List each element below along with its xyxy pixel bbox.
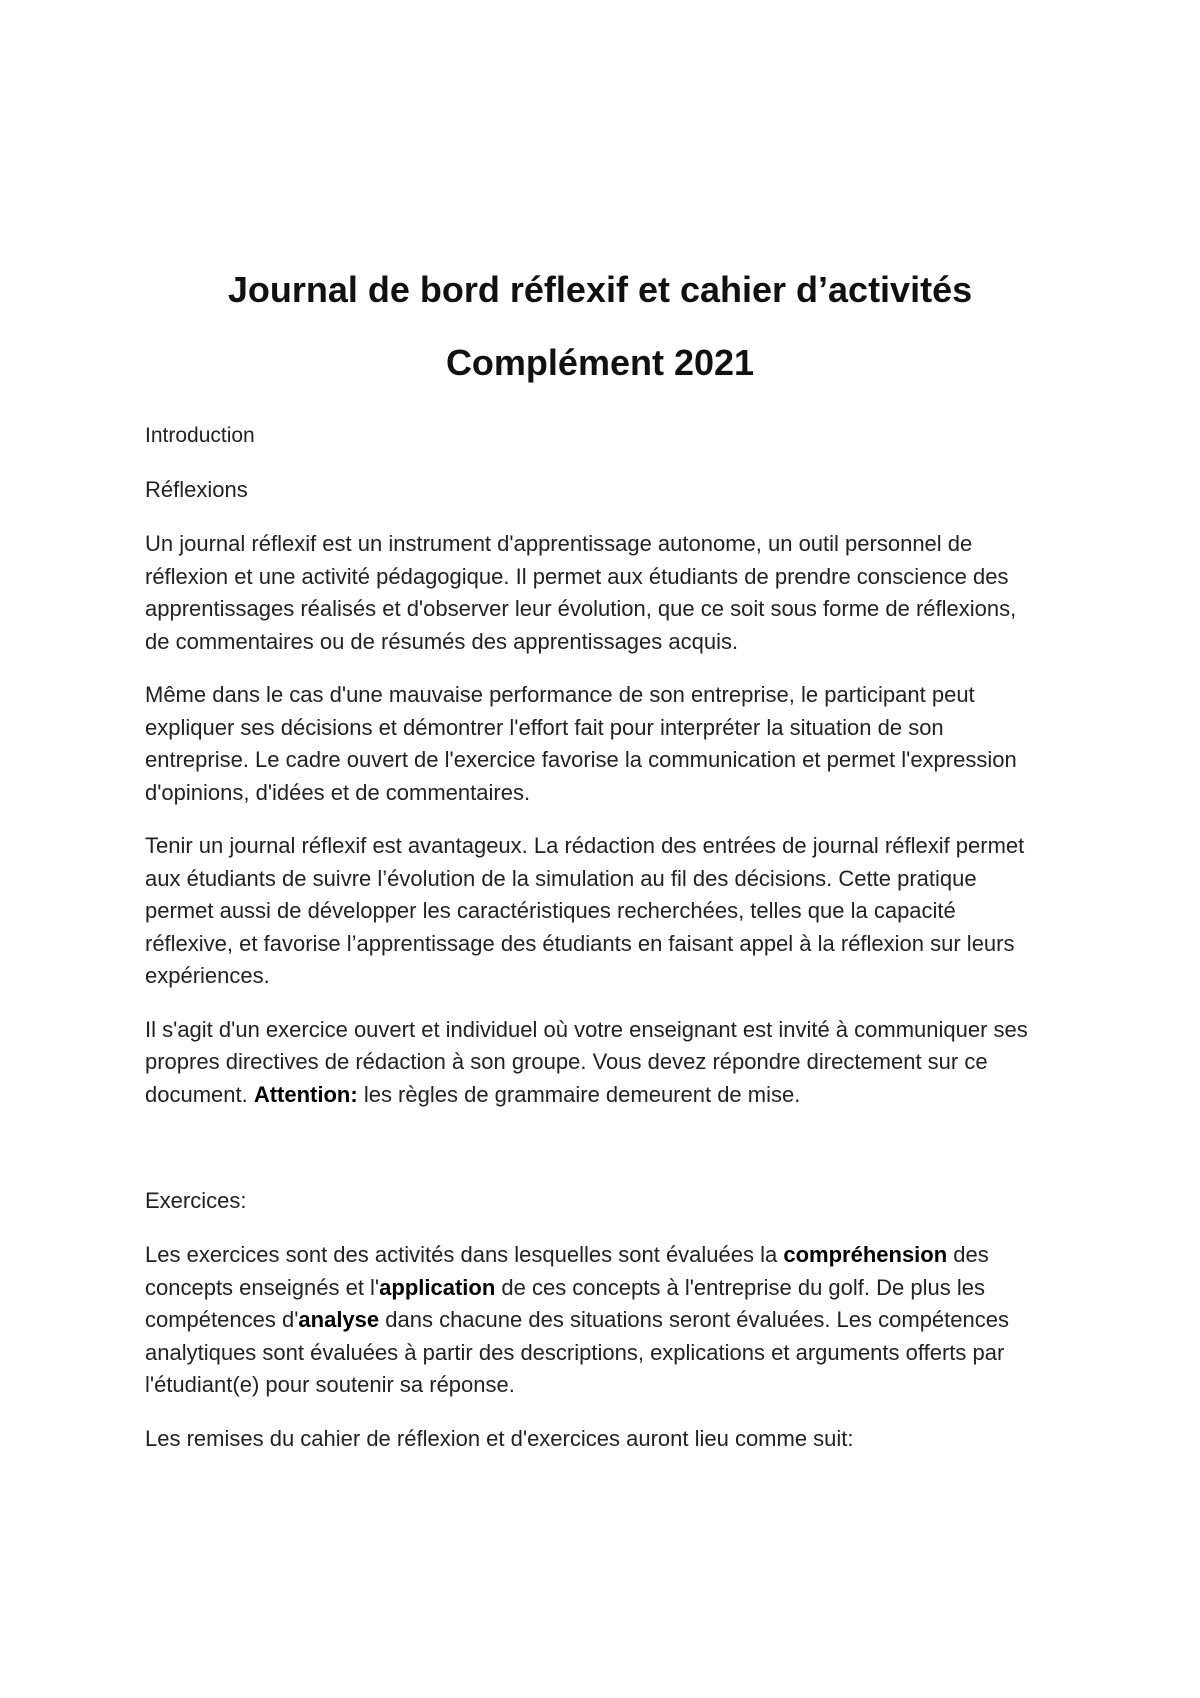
section-introduction-heading: Introduction (145, 424, 255, 447)
exercices-text-3: de ces concepts à l'entreprise du golf. De plus les compétences d' (145, 1274, 985, 1332)
exercices-text-2: des concepts enseignés et l' (145, 1242, 989, 1300)
bold-comprehension: compréhension (783, 1242, 948, 1267)
paragraph-instructions (145, 1014, 1045, 1112)
instructions-text: Il s'agit d'un exercice ouvert et individuel où votre enseignant est invité à communiquer ses propres directives de rédaction à son groupe. Vous devez répondre directement sur ce document. (145, 1016, 1028, 1107)
section-reflexions-heading: Réflexions (145, 477, 248, 502)
exercices-text-4: dans chacune des situations seront évaluées. Les compétences analytiques sont évaluées à partir des descriptions, explications et arguments offerts par l'étudiant(e) pour soutenir sa réponse. (145, 1307, 1009, 1397)
document-body (145, 268, 1045, 1455)
section-exercices-heading: Exercices: (145, 1188, 247, 1213)
bold-analyse: analyse (298, 1307, 380, 1332)
paragraph-journal-definition: Un journal réflexif est un instrument d'apprentissage autonome, un outil personnel de réflexion et une activité pédagogique. Il permet aux étudiants de prendre conscience des apprentissages réalisés et d'observer leur évolution, que ce soit sous forme de réflexions, de commentaires ou de résumés des apprentissages acquis. (145, 531, 1017, 654)
document-subtitle: Complément 2021 (445, 342, 755, 383)
exercices-text-1: Les exercices sont des activités dans lesquelles sont évaluées la (145, 1242, 784, 1267)
paragraph-advantages: Tenir un journal réflexif est avantageux. La rédaction des entrées de journal réflexif permet aux étudiants de suivre l’évolution de la simulation au fil des décisions. Cette pratique permet aussi de développer les caractéristiques recherchées, telles que la capacité réflexive, et favorise l’apprentissage des étudiants en faisant appel à la réflexion sur leurs expériences. (145, 833, 1025, 988)
bold-application: application (379, 1274, 496, 1300)
attention-label: Attention: (253, 1081, 358, 1107)
instructions-text-end: les règles de grammaire demeurent de mise. (357, 1081, 801, 1107)
document-title: Journal de bord réflexif et cahier d’activités (227, 269, 973, 310)
paragraph-remises: Les remises du cahier de réflexion et d'exercices auront lieu comme suit: (145, 1425, 854, 1451)
paragraph-exercices (145, 1239, 1045, 1402)
paragraph-performance: Même dans le cas d'une mauvaise performance de son entreprise, le participant peut expliquer ses décisions et démontrer l'effort fait pour interpréter la situation de son entreprise. Le cadre ouvert de l'exercice favorise la communication et permet l'expression d'opinions, d'idées et de commentaires. (145, 682, 1017, 805)
